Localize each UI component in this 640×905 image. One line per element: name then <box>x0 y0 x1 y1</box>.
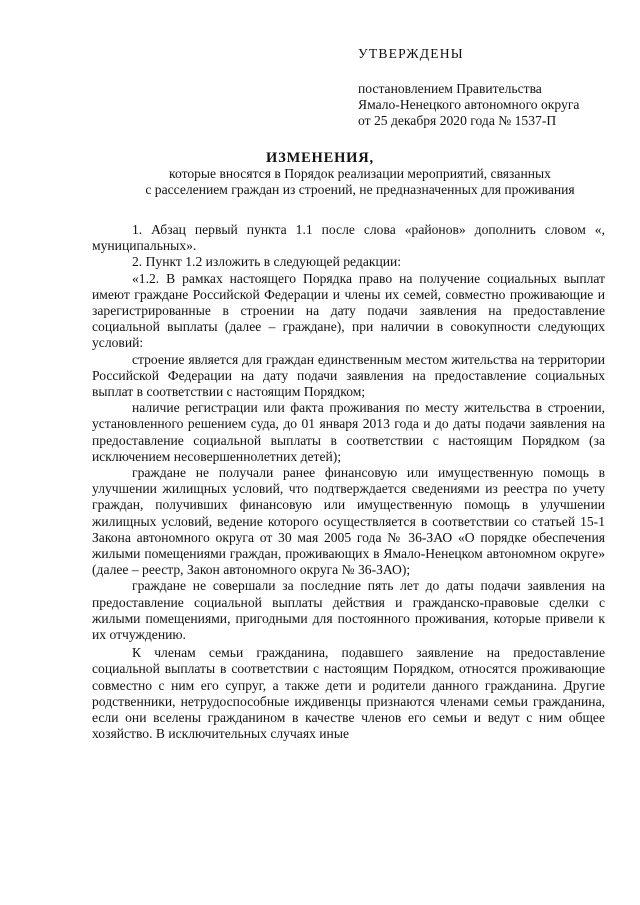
paragraph-7: граждане не совершали за последние пять лет до даты подачи заявления на предоставление социальной выплаты действия и гражданско-правовые сделки с жилыми помещениями, пригодными для постоянного проживания, которые привели к их отчуждению. <box>92 578 605 643</box>
document-subtitle <box>90 166 630 198</box>
paragraph-8: К членам семьи гражданина, подавшего заявление на предоставление социальной выплаты в соответствии с настоящим Порядком, относятся проживающие совместно с ним его супруг, а также дети и родители данного гражданина. Другие родственники, нетрудоспособные иждивенцы признаются членами семьи гражданина, если они вселены гражданином в качестве членов его семьи и ведут с ним общее хозяйство. В исключительных случаях иные <box>92 645 605 742</box>
subtitle-line-2: с расселением граждан из строений, не предназначенных для проживания <box>145 182 575 197</box>
approval-line-3: от 25 декабря 2020 года № 1537-П <box>358 113 557 128</box>
document-title: ИЗМЕНЕНИЯ, <box>266 150 374 166</box>
paragraph-2: 2. Пункт 1.2 изложить в следующей редакции: <box>132 254 402 270</box>
paragraph-4: строение является для граждан единственным местом жительства на территории Российской Федерации на дату подачи заявления на предоставление социальных выплат в соответствии с настоящим Порядком; <box>92 351 605 400</box>
approval-line-2: Ямало-Ненецкого автономного округа <box>358 97 580 112</box>
approval-line-1: постановлением Правительства <box>358 81 542 96</box>
paragraph-3: «1.2. В рамках настоящего Порядка право на получение социальных выплат имеют граждане Российской Федерации и члены их семей, совместно проживающие и зарегистрированные в строении на дату подачи заявления на предоставление социальной выплаты (далее – граждане), при наличии в совокупности следующих условий: <box>92 270 605 351</box>
paragraph-5: наличие регистрации или факта проживания по месту жительства в строении, установленного решением суда, до 01 января 2013 года и до даты подачи заявления на предоставление социальной выплаты в соответствии с настоящим Порядком (за исключением несовершеннолетних детей); <box>92 400 605 464</box>
paragraph-1: 1. Абзац первый пункта 1.1 после слова «районов» дополнить словом «, муниципальных». <box>92 222 605 254</box>
approval-block <box>358 46 628 129</box>
approval-heading: УТВЕРЖДЕНЫ <box>358 46 464 61</box>
document-body <box>92 222 605 743</box>
paragraph-6: граждане не получали ранее финансовую или имущественную помощь в улучшении жилищных условий, что подтверждается сведениями из реестра по учету граждан, получивших финансовую или имущественную помощь в улучшении жилищных условий, ведение которого осуществляется в соответствии со статьей 15-1 Закона автономного округа от 30 мая 2005 года № 36-ЗАО «О порядке обеспечения жилыми помещениями граждан, проживающих в Ямало-Ненецком автономном округе» (далее – реестр, Закон автономного округа № 36-ЗАО); <box>92 465 605 578</box>
subtitle-line-1: которые вносятся в Порядок реализации мероприятий, связанных <box>169 166 551 181</box>
